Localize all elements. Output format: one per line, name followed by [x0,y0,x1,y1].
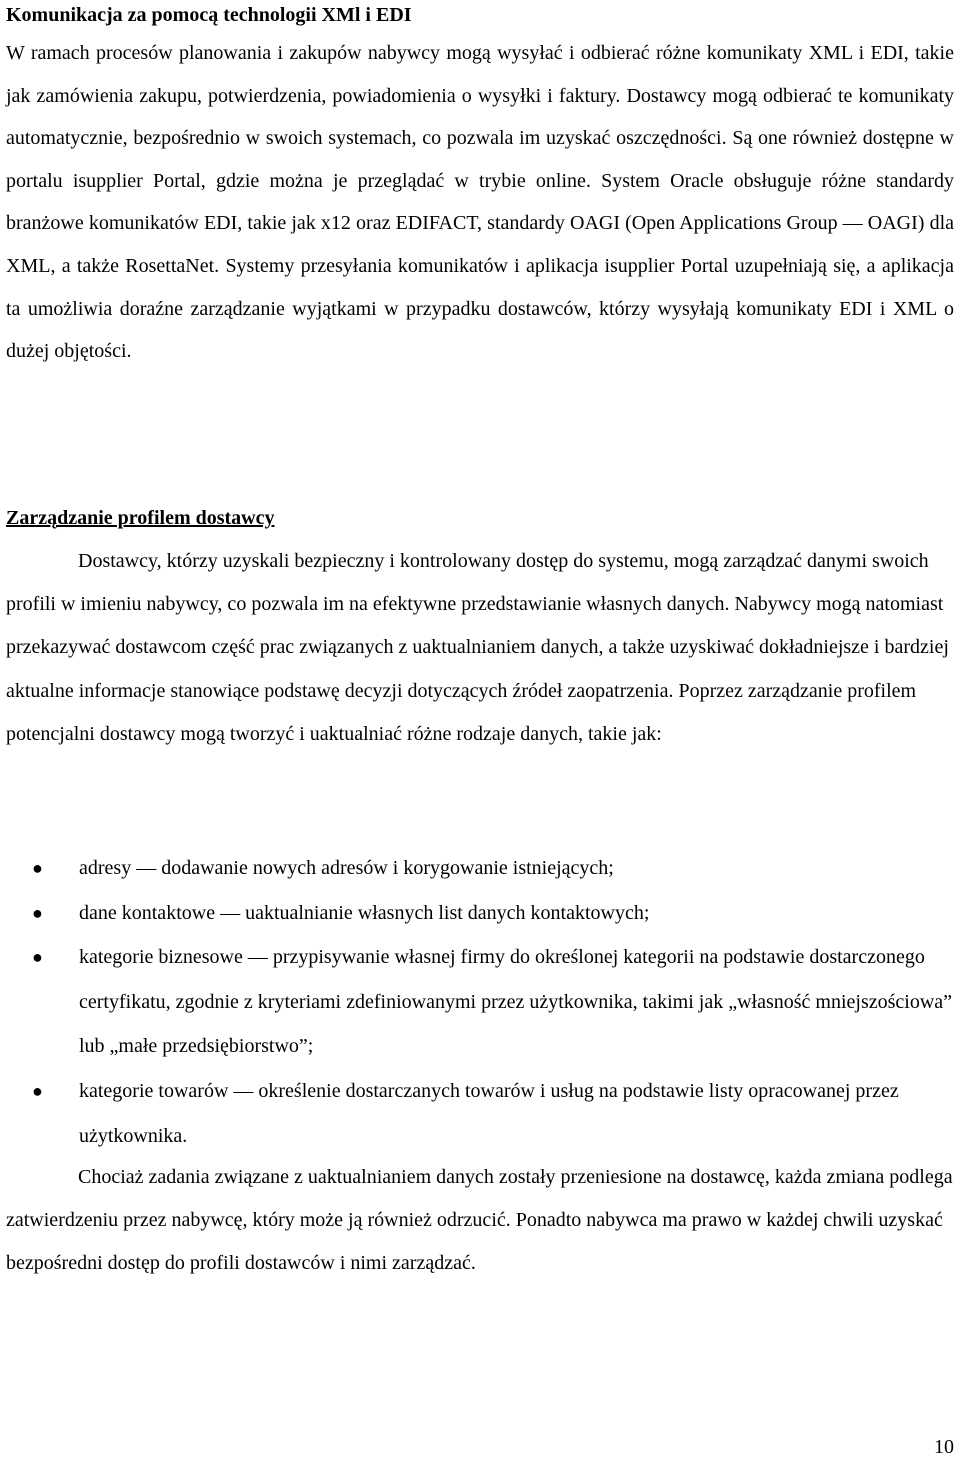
list-item-text: adresy — dodawanie nowych adresów i korygowanie istniejących; [79,857,614,879]
list-item [6,891,954,936]
list-item [6,1069,954,1158]
section-heading-xml-edi: Komunikacja za pomocą technologii XMl i EDI [6,4,412,26]
section-heading-supplier-profile: Zarządzanie profilem dostawcy [6,507,275,529]
list-item-text: kategorie biznesowe — przypisywanie własnej firmy do określonej kategorii na podstawie dostarczonego certyfikatu, zgodnie z kryteriami zdefiniowanymi przez użytkownika, takimi jak „własność mniejszościowa” lub „małe przedsiębiorstwo”; [79,946,953,1058]
list-item [6,846,954,891]
data-types-list [6,846,954,1158]
list-item [6,935,954,1069]
paragraph-closing: Chociaż zadania związane z uaktualnianiem danych zostały przeniesione na dostawcę, każda zmiana podlega zatwierdzeniu przez nabywcę, który może ją również odrzucić. Ponadto nabywca ma prawo w każdej chwili uzyskać bezpośredni dostęp do profili dostawców i nimi zarządzać. [6,1166,953,1275]
bullet-icon: ● [32,1080,43,1101]
paragraph-supplier-profile: Dostawcy, którzy uzyskali bezpieczny i kontrolowany dostęp do systemu, mogą zarządzać danymi swoich profili w imieniu nabywcy, co pozwala im na efektywne przedstawianie własnych danych. Nabywcy mogą natomiast przekazywać dostawcom część prac związanych z uaktualnianiem danych, a także uzyskiwać dokładniejsze i bardziej aktualne informacje stanowiące podstawę decyzji dotyczących źródeł zaopatrzenia. Poprzez zarządzanie profilem potencjalni dostawcy mogą tworzyć i uaktualniać różne rodzaje danych, takie jak: [6,550,949,745]
bullet-icon: ● [32,902,43,923]
list-item-text: dane kontaktowe — uaktualnianie własnych list danych kontaktowych; [79,901,650,924]
page-number: 10 [934,1436,954,1458]
bullet-icon: ● [32,947,43,968]
bullet-icon: ● [32,858,43,878]
list-item-text: kategorie towarów — określenie dostarczanych towarów i usług na podstawie listy opracowanej przez użytkownika. [79,1079,899,1147]
paragraph-xml-edi: W ramach procesów planowania i zakupów nabywcy mogą wysyłać i odbierać różne komunikaty XML i EDI, takie jak zamówienia zakupu, potwierdzenia, powiadomienia o wysyłki i faktury. Dostawcy mogą odbierać te komunikaty automatycznie, bezpośrednio w swoich systemach, co pozwala im uzyskać oszczędności. Są one również dostępne w portalu isupplier Portal, gdzie można je przeglądać w trybie online. System Oracle obsługuje różne standardy branżowe komunikatów EDI, takie jak x12 oraz EDIFACT, standardy OAGI (Open Applications Group — OAGI) dla XML, a także RosettaNet. Systemy przesyłania komunikatów i aplikacja isupplier Portal uzupełniają się, a aplikacja ta umożliwia doraźne zarządzanie wyjątkami w przypadku dostawców, którzy wysyłają komunikaty EDI i XML o dużej objętości. [6,42,954,363]
